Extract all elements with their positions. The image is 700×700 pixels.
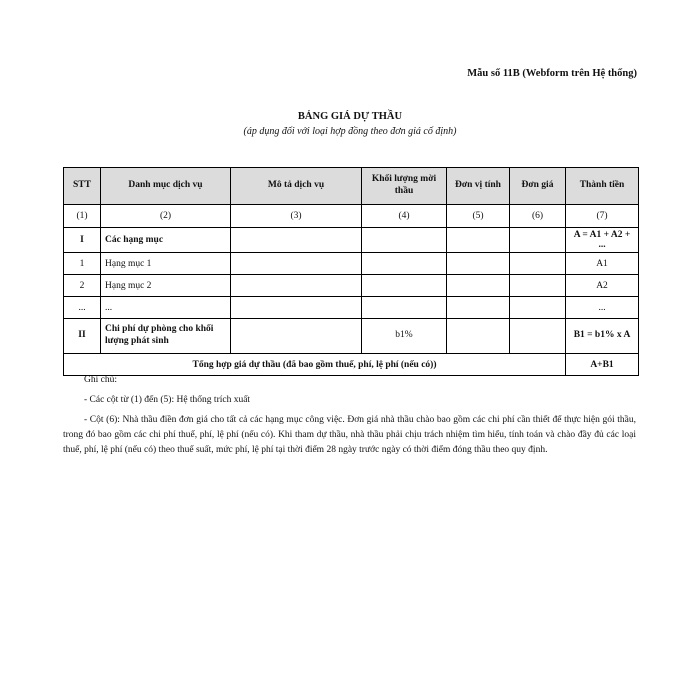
row-quantity — [362, 297, 447, 319]
row-total: A2 — [566, 275, 639, 297]
table-row — [64, 319, 639, 354]
row-price — [510, 253, 566, 275]
row-total: A1 — [566, 253, 639, 275]
row-description — [231, 253, 362, 275]
row-name: ... — [101, 297, 231, 319]
notes-section — [63, 373, 636, 463]
column-number: (4) — [362, 205, 447, 228]
total-bid-label: Tổng hợp giá dự thầu (đã bao gồm thuế, phí, lệ phí (nếu có)) — [64, 354, 566, 376]
row-stt: 2 — [64, 275, 101, 297]
table-row — [64, 275, 639, 297]
row-description — [231, 228, 362, 253]
column-number: (2) — [101, 205, 231, 228]
row-unit — [447, 275, 510, 297]
header-unit-price: Đơn giá — [510, 168, 566, 205]
row-price — [510, 228, 566, 253]
column-number: (1) — [64, 205, 101, 228]
row-unit — [447, 253, 510, 275]
row-stt: ... — [64, 297, 101, 319]
column-number: (5) — [447, 205, 510, 228]
notes-heading: Ghi chú: — [84, 375, 117, 385]
row-stt: 1 — [64, 253, 101, 275]
row-total: ... — [566, 297, 639, 319]
row-stt: I — [64, 228, 101, 253]
row-unit — [447, 297, 510, 319]
note-line: - Cột (6): Nhà thầu điền đơn giá cho tất cả các hạng mục công việc. Đơn giá nhà thầu chào bao gồm các chi phí cần thiết để thực hiện gói thầu, trong đó bao gồm các chi phí thuế, phí, lệ phí (nếu có). Khi tham dự thầu, nhà thầu phải chịu trách nhiệm tìm hiểu, tính toán và chào đầy đủ các loại thuế, phí, lệ phí (nếu có) theo thuế suất, mức phí, lệ phí tại thời điểm 28 ngày trước ngày có thời điểm đóng thầu theo quy định. — [63, 415, 636, 455]
document-title: BẢNG GIÁ DỰ THẦU — [297, 111, 403, 122]
row-price — [510, 275, 566, 297]
row-name: Hạng mục 1 — [101, 253, 231, 275]
row-quantity: b1% — [362, 319, 447, 354]
header-quantity: Khối lượng mời thầu — [362, 168, 447, 205]
row-description — [231, 297, 362, 319]
row-unit — [447, 228, 510, 253]
row-description — [231, 275, 362, 297]
table-row — [64, 253, 639, 275]
row-price — [510, 319, 566, 354]
column-number: (7) — [566, 205, 639, 228]
row-quantity — [362, 253, 447, 275]
row-total: A = A1 + A2 + ... — [566, 228, 639, 253]
table-row — [64, 228, 639, 253]
bid-price-table — [63, 167, 639, 376]
row-stt: II — [64, 319, 101, 354]
header-service-list: Danh mục dịch vụ — [101, 168, 231, 205]
column-number: (3) — [231, 205, 362, 228]
header-unit: Đơn vị tính — [447, 168, 510, 205]
row-price — [510, 297, 566, 319]
header-service-description: Mô tả dịch vụ — [231, 168, 362, 205]
column-number-row — [64, 205, 639, 228]
row-name: Các hạng mục — [101, 228, 231, 253]
row-name: Hạng mục 2 — [101, 275, 231, 297]
row-total: B1 = b1% x A — [566, 319, 639, 354]
row-quantity — [362, 275, 447, 297]
row-name: Chi phí dự phòng cho khối lượng phát sinh — [101, 319, 231, 354]
header-stt: STT — [64, 168, 101, 205]
document-subtitle: (áp dụng đối với loại hợp đồng theo đơn giá cố định) — [243, 126, 457, 137]
column-number: (6) — [510, 205, 566, 228]
table-header-row — [64, 168, 639, 205]
row-description — [231, 319, 362, 354]
note-line: - Các cột từ (1) đến (5): Hệ thống trích xuất — [84, 395, 251, 405]
row-quantity — [362, 228, 447, 253]
form-number: Mẫu số 11B (Webform trên Hệ thống) — [467, 68, 637, 79]
table-row — [64, 297, 639, 319]
total-bid-value: A+B1 — [566, 354, 639, 376]
header-amount: Thành tiền — [566, 168, 639, 205]
row-unit — [447, 319, 510, 354]
